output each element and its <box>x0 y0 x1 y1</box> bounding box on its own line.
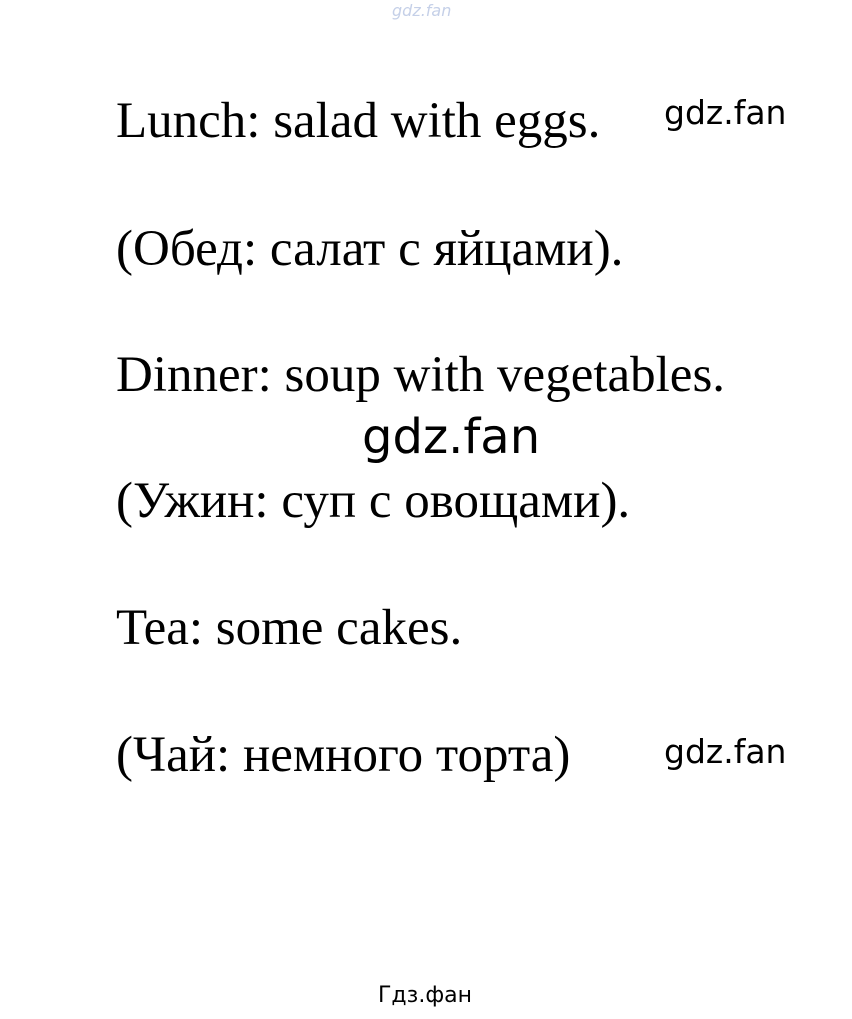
lunch-line: Lunch: salad with eggs. <box>116 93 601 149</box>
watermark-third: gdz.fan <box>664 732 787 771</box>
watermark-middle: gdz.fan <box>362 409 541 465</box>
tea-translation-line: (Чай: немного торта) <box>116 727 571 783</box>
top-watermark: gdz.fan <box>392 1 452 20</box>
dinner-line: Dinner: soup with vegetables. <box>116 347 726 403</box>
dinner-translation-line: (Ужин: суп с овощами). <box>116 473 631 529</box>
watermark-first: gdz.fan <box>664 93 787 132</box>
bottom-watermark: Гдз.фан <box>378 983 472 1008</box>
tea-line: Tea: some cakes. <box>116 600 463 656</box>
lunch-translation-line: (Обед: салат с яйцами). <box>116 221 624 277</box>
